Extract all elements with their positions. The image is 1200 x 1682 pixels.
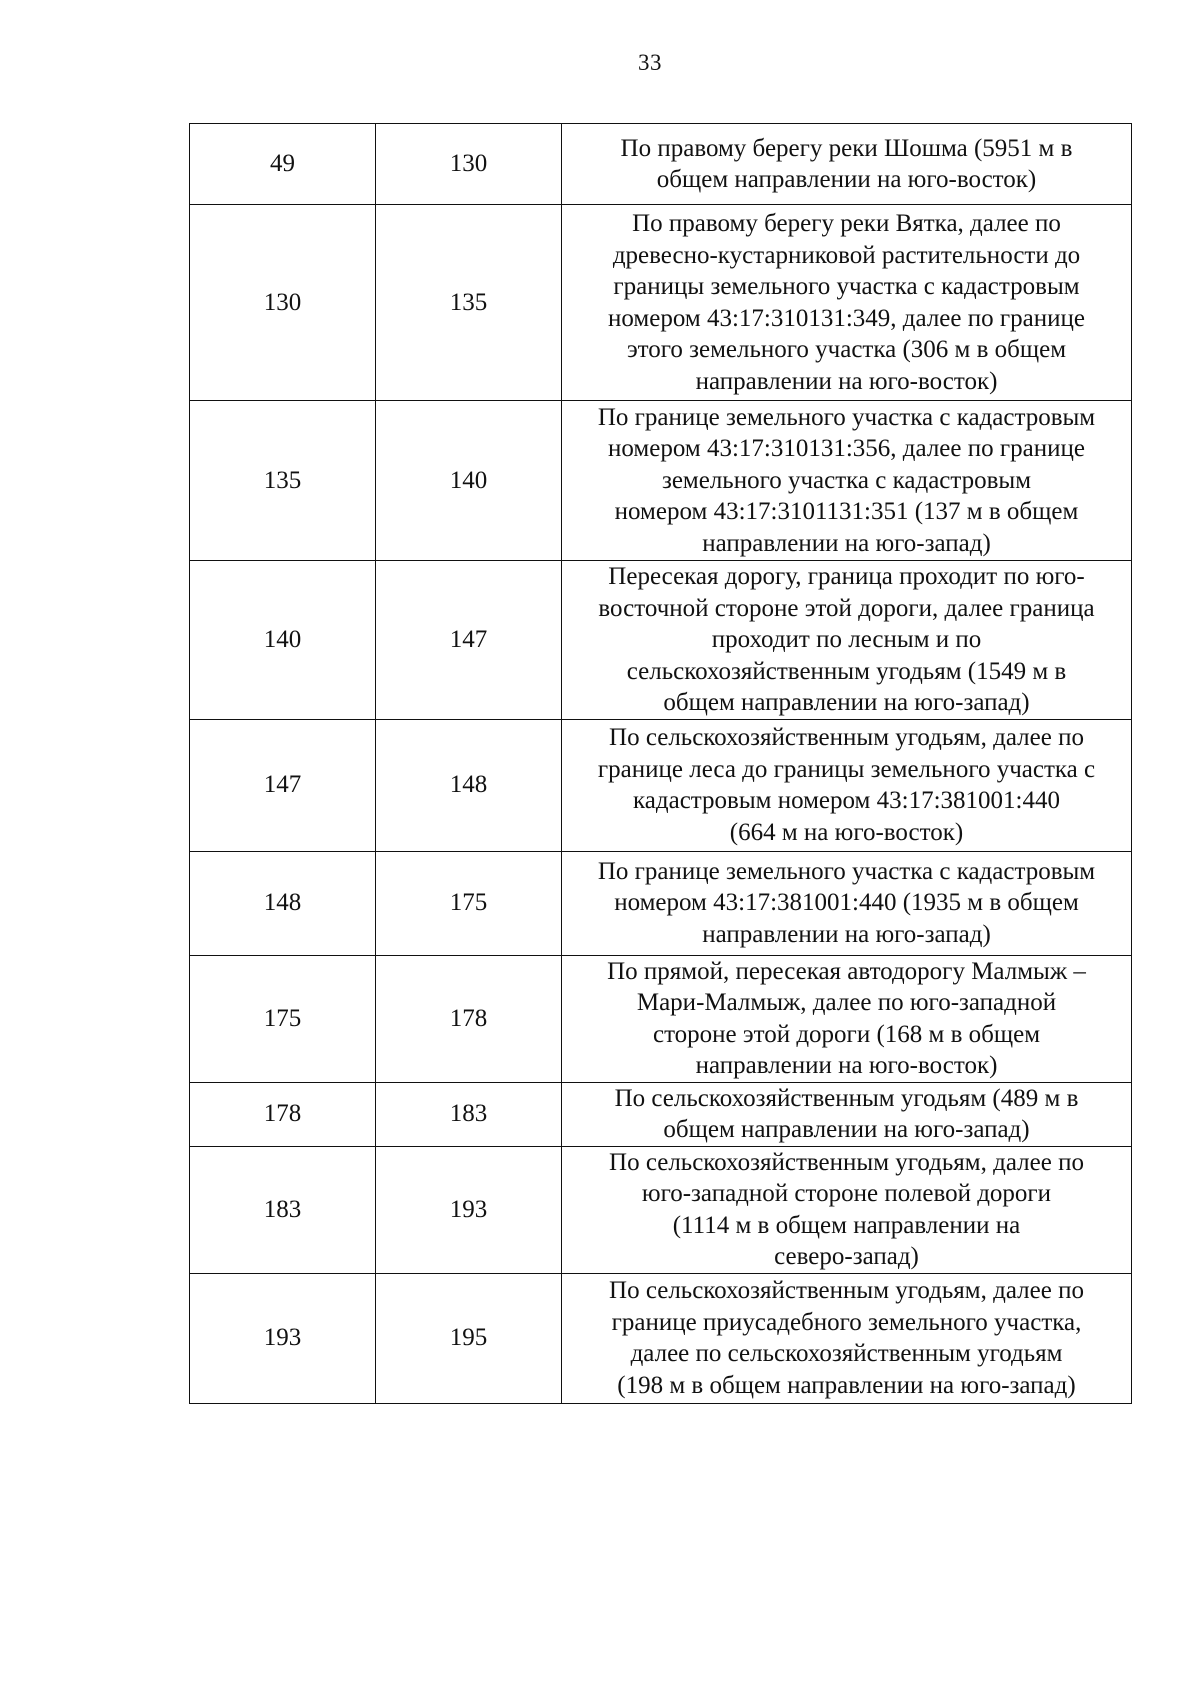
point-from-cell: 193 — [190, 1273, 376, 1403]
description-cell — [562, 1082, 1132, 1146]
description-cell — [562, 561, 1132, 720]
table-body — [190, 124, 1132, 1404]
description-line: далее по сельскохозяйственным угодьям — [630, 1340, 1063, 1367]
description-line: земельного участка с кадастровым — [661, 466, 1032, 494]
point-from-cell: 147 — [190, 719, 376, 851]
page-number: 33 — [638, 50, 662, 75]
description-line: номером 43:17:381001:440 (1935 м в общем — [614, 889, 1079, 917]
description-line: По сельскохозяйственным угодьям, далее по — [609, 724, 1084, 751]
point-from-cell: 49 — [190, 124, 376, 205]
point-to-cell: 195 — [376, 1273, 562, 1403]
table-row — [190, 561, 1132, 720]
description-line: (664 м на юго-восток) — [729, 818, 964, 846]
description-cell — [562, 1273, 1132, 1403]
description-line: стороне этой дороги (168 м в общем — [652, 1020, 1041, 1048]
description-line: (198 м в общем направлении на юго-запад) — [617, 1371, 1076, 1399]
point-to-cell: 135 — [376, 205, 562, 401]
point-from-cell: 130 — [190, 205, 376, 401]
table-row — [190, 205, 1132, 401]
description-line: номером 43:17:310131:356, далее по границе — [608, 435, 1085, 463]
point-to-cell: 183 — [376, 1082, 562, 1146]
description-line: По границе земельного участка с кадастровым — [597, 857, 1096, 885]
description-line: юго-западной стороне полевой дороги — [641, 1180, 1052, 1207]
description-line: направлении на юго-восток) — [695, 367, 998, 395]
description-cell — [562, 1146, 1132, 1273]
description-line: границе приусадебного земельного участка, — [611, 1308, 1082, 1336]
point-to-cell: 175 — [376, 851, 562, 955]
table-row — [190, 1146, 1132, 1273]
description-line: направлении на юго-восток) — [695, 1052, 998, 1079]
description-line: номером 43:17:310131:349, далее по границе — [608, 304, 1085, 332]
description-cell — [562, 719, 1132, 851]
description-line: направлении на юго-запад) — [702, 920, 991, 948]
description-line: границе леса до границы земельного участка с — [597, 755, 1096, 783]
table-row — [190, 719, 1132, 851]
table-row — [190, 851, 1132, 955]
description-line: восточной стороне этой дороги, далее граница — [598, 594, 1095, 622]
description-line: общем направлении на юго-запад) — [663, 1116, 1030, 1143]
description-line: этого земельного участка (306 м в общем — [626, 336, 1067, 363]
description-line: направлении на юго-запад) — [702, 529, 991, 557]
point-from-cell: 135 — [190, 401, 376, 561]
description-line: Пересекая дорогу, граница проходит по юго- — [608, 563, 1085, 590]
description-line: древесно-кустарниковой растительности до — [612, 241, 1081, 269]
point-from-cell: 178 — [190, 1082, 376, 1146]
description-line: номером 43:17:3101131:351 (137 м в общем — [614, 498, 1079, 526]
point-to-cell: 193 — [376, 1146, 562, 1273]
point-to-cell: 130 — [376, 124, 562, 205]
table-row — [190, 401, 1132, 561]
description-line: (1114 м в общем направлении на — [672, 1211, 1021, 1239]
point-to-cell: 147 — [376, 561, 562, 720]
description-line: кадастровым номером 43:17:381001:440 — [633, 787, 1060, 814]
description-line: сельскохозяйственным угодьям (1549 м в — [626, 657, 1067, 685]
point-from-cell: 175 — [190, 955, 376, 1082]
description-line: общем направлении на юго-запад) — [663, 689, 1030, 716]
point-to-cell: 178 — [376, 955, 562, 1082]
description-line: проходит по лесным и по — [711, 626, 982, 653]
point-from-cell: 148 — [190, 851, 376, 955]
point-to-cell: 140 — [376, 401, 562, 561]
point-to-cell: 148 — [376, 719, 562, 851]
description-line: границы земельного участка с кадастровым — [613, 273, 1080, 300]
description-line: По правому берегу реки Вятка, далее по — [632, 210, 1061, 237]
description-line: Мари-Малмыж, далее по юго-западной — [636, 989, 1057, 1016]
description-line: северо-запад) — [774, 1243, 919, 1270]
description-line: общем направлении на юго-восток) — [656, 166, 1037, 193]
table-row — [190, 1082, 1132, 1146]
description-line: По сельскохозяйственным угодьям (489 м в — [614, 1084, 1079, 1112]
description-cell — [562, 205, 1132, 401]
description-line: По сельскохозяйственным угодьям, далее по — [609, 1277, 1084, 1304]
table-row — [190, 124, 1132, 205]
point-from-cell: 183 — [190, 1146, 376, 1273]
description-line: По сельскохозяйственным угодьям, далее по — [609, 1148, 1084, 1176]
table-row — [190, 1273, 1132, 1403]
boundary-table — [189, 123, 1132, 1404]
description-line: По правому берегу реки Шошма (5951 м в — [620, 134, 1073, 162]
description-cell — [562, 851, 1132, 955]
description-line: По границе земельного участка с кадастровым — [597, 403, 1096, 431]
point-from-cell: 140 — [190, 561, 376, 720]
description-cell — [562, 955, 1132, 1082]
description-cell — [562, 401, 1132, 561]
description-cell — [562, 124, 1132, 205]
table-row — [190, 955, 1132, 1082]
description-line: По прямой, пересекая автодорогу Малмыж – — [607, 957, 1086, 985]
